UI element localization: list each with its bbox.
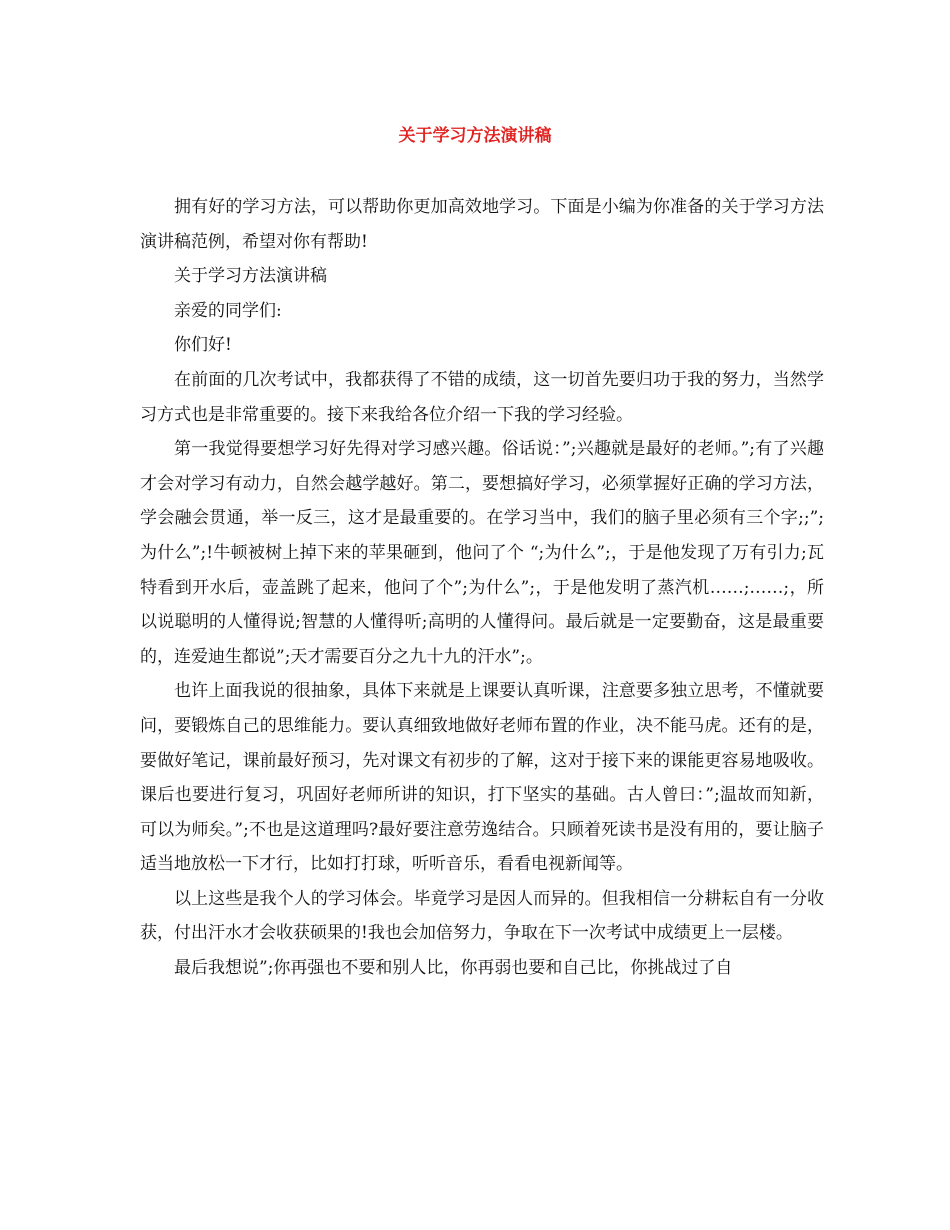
paragraph-achievement: 在前面的几次考试中，我都获得了不错的成绩，这一切首先要归功于我的努力，当然学习方式也是非常重要的。接下来我给各位介绍一下我的学习经验。	[140, 369, 824, 425]
paragraph-intro: 拥有好的学习方法，可以帮助你更加高效地学习。下面是小编为你准备的关于学习方法演讲稿范例，希望对你有帮助!	[140, 197, 824, 252]
paragraph-salutation: 亲爱的同学们:	[174, 300, 282, 321]
paragraph-class-habits: 也许上面我说的很抽象，具体下来就是上课要认真听课，注意要多独立思考，不懂就要问，要锻炼自己的思维能力。要认真细致地做好老师布置的作业，决不能马虎。还有的是，要做好笔记，课前最好预习，先对课文有初步的了解，这对于接下来的课能更容易地吸收。课后也要进行复习，巩固好老师所讲的知识，打下坚实的基础。古人曾曰：”;温故而知新，可以为师矣。”;不也是这道理吗?最好要注意劳逸结合。只顾着死读书是没有用的，要让脑子适当地放松一下才行，比如打打球，听听音乐，看看电视新闻等。	[140, 681, 824, 875]
paragraph-summary: 以上这些是我个人的学习体会。毕竟学习是因人而异的。但我相信一分耕耘自有一分收获，付出汗水才会收获硕果的!我也会加倍努力，争取在下一次考试中成绩更上一层楼。	[140, 888, 824, 944]
paragraph-greeting: 你们好!	[174, 335, 232, 356]
document-title: 关于学习方法演讲稿	[398, 126, 552, 146]
paragraph-interest-method: 第一我觉得要想学习好先得对学习感兴趣。俗话说：”;兴趣就是最好的老师。”;有了兴趣才会对学习有动力，自然会越学越好。第二，要想搞好学习，必须掌握好正确的学习方法，学会融会贯通，举一反三，这才是最重要的。在学习当中，我们的脑子里必须有三个字;;”;为什么”;!牛顿被树上掉下来的苹果砸到，他问了个 “;为什么”;，于是他发现了万有引力;瓦特看到开水后，壶盖跳了起来，他问了个”;为什么”;，于是他发明了蒸汽机……;……;，所以说聪明的人懂得说;智慧的人懂得听;高明的人懂得问。最后就是一定要勤奋，这是最重要的，连爱迪生都说”;天才需要百分之九十九的汗水”;。	[140, 439, 824, 667]
paragraph-closing: 最后我想说”;你再强也不要和别人比，你再弱也要和自己比，你挑战过了自	[174, 958, 733, 979]
paragraph-speech-title: 关于学习方法演讲稿	[174, 266, 327, 287]
document-body	[140, 190, 824, 986]
